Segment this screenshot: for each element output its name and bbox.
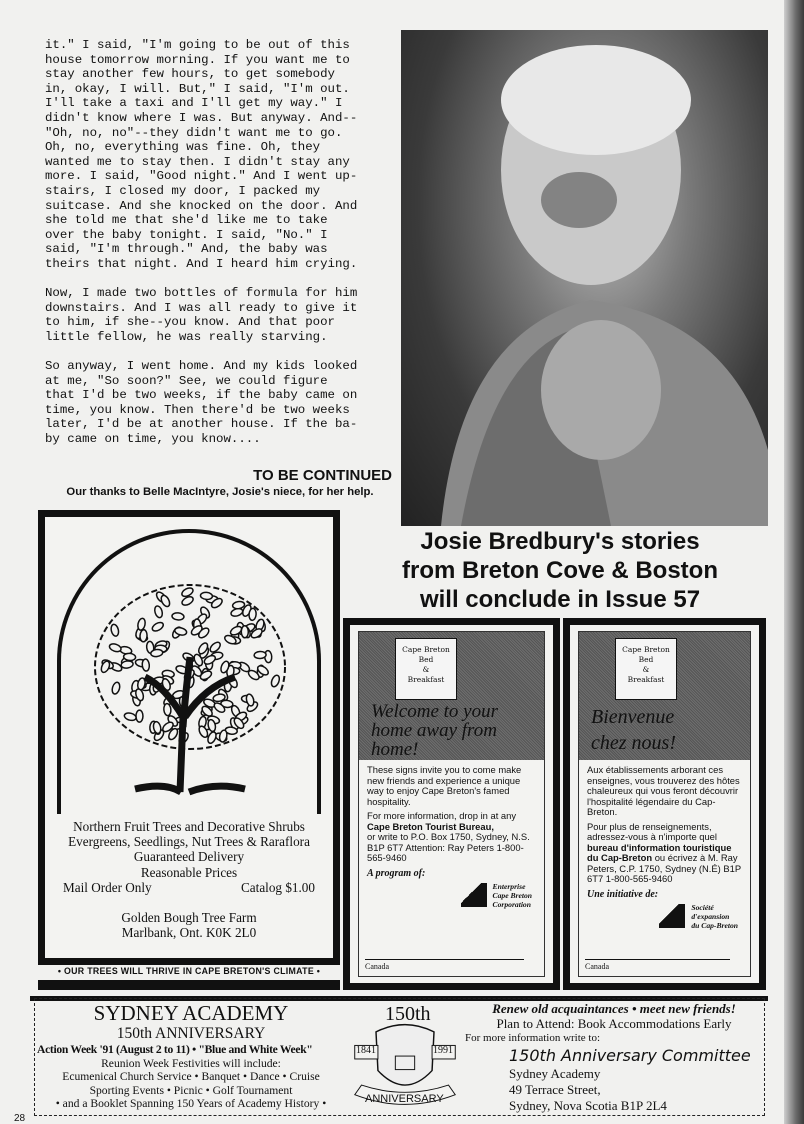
leaf bbox=[123, 653, 136, 661]
story-text bbox=[45, 38, 397, 461]
to-be-continued: TO BE CONTINUED bbox=[253, 467, 392, 484]
mail-order: Mail Order Only bbox=[63, 879, 152, 895]
leaf bbox=[181, 595, 195, 607]
ad-paragraph: Aux établissements arborant ces enseignes, vous trouverez des hôtes chaleureux qui vous feront découvrir l'hospitalité légendaire du Cap-Breton. bbox=[587, 764, 740, 817]
leaf bbox=[270, 674, 281, 688]
more-info: For more information write to: bbox=[465, 1032, 601, 1044]
canada-wordmark: Canada bbox=[365, 959, 524, 972]
ad-paragraph: Pour plus de renseignements, adressez-vous à n'importe quel bureau d'information touristique du Cap-Breton ou écrivez à M. Ray Peters, C.P. 1750, Sydney (N.É) B1P 6T7 1-800-565-9460 bbox=[587, 820, 741, 884]
story-paragraph: Now, I made two bottles of formula for him downstairs. And I was all ready to give it to him, if she--you know. And that poor little fellow, he was really starving. bbox=[45, 286, 358, 344]
leaf bbox=[110, 624, 120, 637]
renew-tagline: Renew old acquaintances • meet new friends! bbox=[492, 1001, 736, 1016]
story-paragraph: So anyway, I went home. And my kids looked at me, "So soon?" See, we could figure that I'd be two weeks, if the baby came on time, you know. Then there'd be two weeks later, I'd be at another house. If the ba- by came on time, you know.... bbox=[45, 359, 358, 447]
bed-breakfast-ad-french bbox=[563, 618, 766, 990]
program-label: A program of: bbox=[367, 867, 426, 879]
tree-ad-text bbox=[45, 819, 333, 940]
bed-breakfast-sign: Cape Breton Bed & Breakfast bbox=[615, 638, 677, 700]
leaf bbox=[172, 612, 185, 620]
ad-paragraph: For more information, drop in at any Cape Breton Tourist Bureau, or write to P.O. Box 1750, Sydney, N.S. B1P 6T7 Attention: Ray Peters 1-800-565-9460 bbox=[367, 810, 530, 863]
leaf bbox=[136, 710, 143, 722]
tree-farm-ad bbox=[38, 510, 340, 965]
portrait-photo bbox=[401, 30, 768, 526]
leaf bbox=[108, 642, 122, 653]
leaf bbox=[249, 608, 257, 621]
program-label: Une initiative de: bbox=[587, 888, 659, 900]
festivities-line: Sporting Events • Picnic • Golf Tournament bbox=[89, 1083, 293, 1097]
sponsor-logo: Société d'expansion du Cap-Breton bbox=[579, 903, 738, 930]
action-week: Action Week '91 (August 2 to 11) • "Blue and White Week" bbox=[37, 1043, 313, 1056]
ad-paragraph: These signs invite you to come make new friends and experience a unique way to enjoy Cape Breton's famed hospitality. bbox=[367, 764, 522, 807]
headline-line: will conclude in Issue 57 bbox=[419, 586, 701, 613]
sydney-academy-ad bbox=[34, 998, 765, 1116]
leaf bbox=[232, 601, 245, 610]
acknowledgement: Our thanks to Belle MacIntyre, Josie's niece, for her help. bbox=[66, 486, 374, 498]
leaf bbox=[197, 725, 209, 739]
festivities-line: Reunion Week Festivities will include: bbox=[101, 1056, 281, 1070]
welcome-heading: Bienvenue chez nous! bbox=[591, 706, 676, 754]
leaf bbox=[163, 703, 171, 716]
academy-title: SYDNEY ACADEMY bbox=[93, 1001, 289, 1025]
leaf bbox=[245, 693, 255, 706]
crest-year-right: 1991 bbox=[433, 1045, 453, 1056]
leaf bbox=[254, 651, 266, 659]
leaf bbox=[142, 659, 150, 672]
bed-breakfast-sign: Cape Breton Bed & Breakfast bbox=[395, 638, 457, 700]
leaf bbox=[100, 660, 112, 674]
ad-line: Evergreens, Seedlings, Nut Trees & Raraflora bbox=[68, 834, 310, 850]
anniversary-crest bbox=[347, 1001, 463, 1115]
crest-150th: 150th bbox=[385, 1003, 431, 1025]
crest-year-left: 1841 bbox=[356, 1045, 376, 1056]
leaf bbox=[200, 592, 213, 600]
headline-line: Josie Bredbury's stories bbox=[420, 528, 700, 555]
address-line: Sydney Academy bbox=[509, 1066, 601, 1081]
committee-name: 150th Anniversary Committee bbox=[509, 1046, 751, 1065]
leaf bbox=[160, 594, 172, 608]
tree-illustration bbox=[85, 577, 295, 797]
festivities-line: Ecumenical Church Service • Banquet • Dance • Cruise bbox=[62, 1070, 320, 1083]
address-line: Sydney, Nova Scotia B1P 2L4 bbox=[509, 1098, 667, 1113]
ad-line: Guaranteed Delivery bbox=[133, 849, 245, 865]
canada-wordmark: Canada bbox=[585, 959, 730, 972]
page-number: 28 bbox=[14, 1113, 26, 1124]
page-binding-shadow bbox=[784, 0, 804, 1124]
leaf bbox=[111, 681, 121, 694]
farm-address: Marlbank, Ont. K0K 2L0 bbox=[121, 925, 257, 941]
leaf bbox=[140, 630, 148, 642]
catalog-price: Catalog $1.00 bbox=[241, 879, 315, 895]
headline bbox=[380, 527, 740, 614]
welcome-heading: Welcome to your home away from home! bbox=[371, 701, 498, 760]
ad-line: Northern Fruit Trees and Decorative Shrubs bbox=[73, 819, 305, 834]
leaf bbox=[151, 621, 165, 633]
bed-breakfast-ad-english bbox=[343, 618, 560, 990]
farm-name: Golden Bough Tree Farm bbox=[121, 910, 257, 926]
plan-line: Plan to Attend: Book Accommodations Early bbox=[496, 1016, 732, 1031]
festivities-line: • and a Booklet Spanning 150 Years of Academy History • bbox=[55, 1097, 327, 1110]
leaf bbox=[180, 586, 194, 598]
sponsor-logo: Enterprise Cape Breton Corporation bbox=[359, 882, 532, 909]
leaf bbox=[137, 618, 146, 631]
divider-bar bbox=[38, 980, 340, 990]
headline-line: from Breton Cove & Boston bbox=[401, 557, 718, 584]
crest-banner: ANNIVERSARY bbox=[365, 1093, 444, 1105]
leaf bbox=[124, 712, 137, 722]
leaf bbox=[153, 605, 163, 619]
story-paragraph: it." I said, "I'm going to be out of this house tomorrow morning. If you want me to stay another few hours, to get somebody in, okay, I will. But," I said, "I'm out. I'll take a taxi and I'll get my way." I didn't know where I was. But anyway. And-- "Oh, no, no"--they didn't want me to go. Oh, no, everything was fine. Oh, they wanted me to stay then. I didn't stay any more. I said, "Good night." And I went up- stairs, I closed my door, I packed my suitcase. And she knocked on the door. And she told me that she'd like me to take over the baby tonight. I said, "No." I said, "I'm through." And, the baby was theirs that night. And I heard him crying. bbox=[45, 38, 358, 271]
tree-ad-tagline: • OUR TREES WILL THRIVE IN CAPE BRETON'S CLIMATE • bbox=[57, 966, 321, 976]
ad-line: Reasonable Prices bbox=[140, 864, 238, 880]
academy-subtitle: 150th ANNIVERSARY bbox=[116, 1025, 266, 1042]
address-line: 49 Terrace Street, bbox=[509, 1082, 601, 1097]
leaf bbox=[241, 626, 248, 638]
